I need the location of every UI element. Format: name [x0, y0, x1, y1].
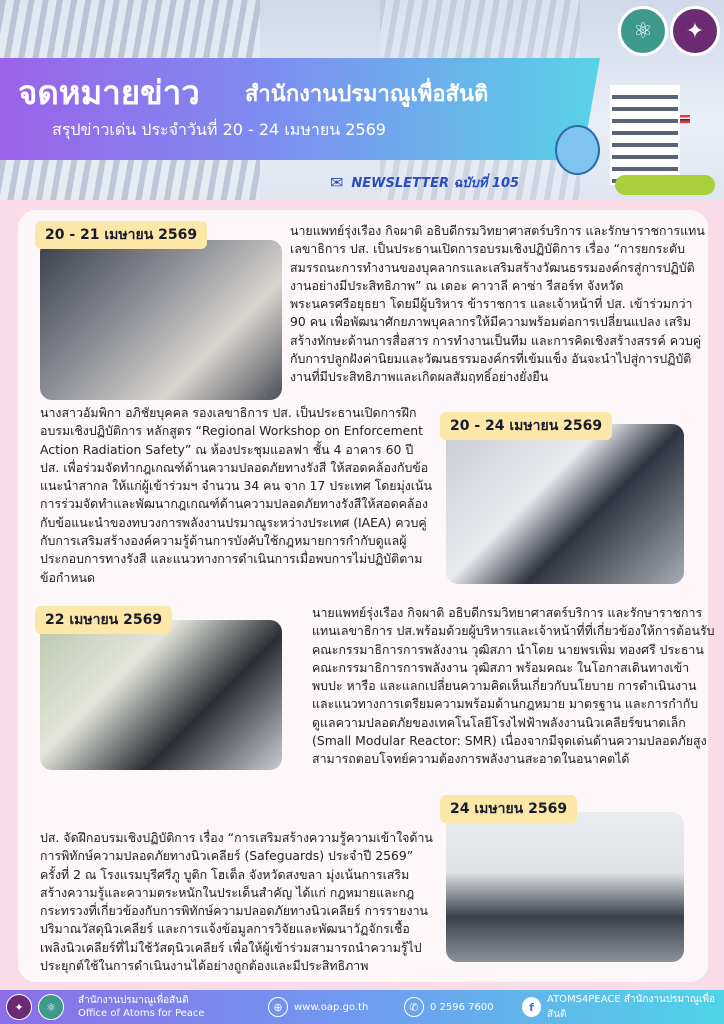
oap-logo-icon: ⚛ [38, 994, 64, 1020]
article-body: นายแพทย์รุ่งเรือง กิจผาติ อธิบดีกรมวิทยาศาสตร์บริการ และรักษาราชการแทนเลขาธิการ ปส. เป็นประธานเปิดการอบรมเชิงปฏิบัติการ เรื่อง “การยกระดับสมรรถนะการทำงานของบุคลากรและเสริมสร้างวัฒนธรรมองค์กรสู่การปฏิบัติงานอย่างมีประสิทธิภาพ” ณ เดอะ คาวาลี คาซ่า รีสอร์ท จังหวัดพระนครศรีอยุธยา โดยมีผู้บริหาร ข้าราชการ และเจ้าหน้าที่ ปส. เข้าร่วมกว่า 90 คน เพื่อพัฒนาศักยภาพบุคลากรให้มีความพร้อมต่อการเปลี่ยนแปลง เสริมสร้างทักษะด้านการสื่อสาร การทำงานเป็นทีม และการคิดเชิงสร้างสรรค์ ควบคู่กับการปลูกฝังค่านิยมและวัฒนธรรมองค์กรที่เข้มแข็ง อันจะนำไปสู่การปฏิบัติงานที่มีประสิทธิภาพและเกิดผลสัมฤทธิ์อย่างยั่งยืน [290, 223, 705, 385]
article-body: นายแพทย์รุ่งเรือง กิจผาติ อธิบดีกรมวิทยาศาสตร์บริการ และรักษาราชการแทนเลขาธิการ ปส.พร้อมด้วยผู้บริหารและเจ้าหน้าที่ที่เกี่ยวข้องให้การต้อนรับคณะกรรมาธิการการพลังงาน วุฒิสภา นำโดย นายพรเพิ่ม ทองศรี ประธานคณะกรรมาธิการการพลังงาน วุฒิสภา พร้อมคณะ ในโอกาสเดินทางเข้าพบปะ หารือ และแลกเปลี่ยนความคิดเห็นเกี่ยวกับนโยบาย การดำเนินงาน และแนวทางการเตรียมความพร้อมด้านกฎหมาย มาตรฐาน และการกำกับดูแลความปลอดภัยของเทคโนโลยีโรงไฟฟ้าพลังงานนิวเคลียร์ขนาดเล็ก (Small Modular Reactor: SMR) เนื่องจากมีจุดเด่นด้านความปลอดภัยสูง สามารถตอบโจทย์ความต้องการพลังงานสะอาดในอนาคตได้ [312, 605, 715, 767]
article-photo [446, 424, 684, 584]
footer [0, 990, 724, 1024]
oap-logo-icon: ⚛ [618, 6, 668, 56]
envelope-icon: ✉ [330, 173, 344, 192]
article-photo [446, 812, 684, 962]
article-photo [40, 240, 282, 400]
footer-org-en: Office of Atoms for Peace [78, 1008, 205, 1019]
facebook-link[interactable]: ATOMS4PEACE สำนักงานปรมาณูเพื่อสันติ [547, 994, 716, 1020]
website-link[interactable]: www.oap.go.th [294, 1001, 369, 1013]
article-date-label: 24 เมษายน 2569 [440, 795, 577, 823]
article-body: นางสาวอัมพิกา อภิชัยบุคคล รองเลขาธิการ ปส. เป็นประธานเปิดการฝึกอบรมเชิงปฏิบัติการ หลักสูตร “Regional Workshop on Enforcement Action Radiation Safety” ณ ห้องประชุมแอลฟา ชั้น 4 อาคาร 60 ปี ปส. เพื่อร่วมจัดทำกฎเกณฑ์ด้านความปลอดภัยทางรังสี ให้สอดคล้องกับข้อแนะนำสากล ให้แก่ผู้เข้าร่วมฯ จำนวน 34 คน จาก 17 ประเทศ โดยมุ่งเน้นการร่วมจัดทำและพัฒนากฎเกณฑ์ด้านความปลอดภัยทางรังสีให้สอดคล้องกับข้อแนะนำของทบวงการพลังงานปรมาณูระหว่างประเทศ (IAEA) ควบคู่กับการเสริมสร้างองค์ความรู้ด้านการบังคับใช้กฎหมายการกำกับดูแลผู้ประกอบการทางรังสี และแนวทางการดำเนินการเมื่อพบการไม่ปฏิบัติตามข้อกำหนด [40, 405, 432, 585]
organization-name: สำนักงานปรมาณูเพื่อสันติ [245, 82, 489, 107]
article-body: ปส. จัดฝึกอบรมเชิงปฏิบัติการ เรื่อง “การเสริมสร้างความรู้ความเข้าใจด้านการพิทักษ์ความปลอดภัยทางนิวเคลียร์ (Safeguards) ประจำปี 2569” ครั้งที่ 2 ณ โรงแรมบุรีศรีภู บูติก โฮเต็ล จังหวัดสงขลา มุ่งเน้นการเสริมสร้างความรู้และความตระหนักในประเด็นสำคัญ ได้แก่ กฎหมายและกฎกระทรวงที่เกี่ยวข้องกับการพิทักษ์ความปลอดภัยทางนิวเคลียร์ การรายงานปริมาณวัสดุนิวเคลียร์ และการแจ้งข้อมูลการวิจัยและพัฒนาวัฏจักรเชื้อเพลิงนิวเคลียร์ที่ไม่ใช้วัสดุนิวเคลียร์ เพื่อให้ผู้เข้าร่วมสามารถนำความรู้ไปประยุกต์ใช้ในการดำเนินงานได้อย่างถูกต้องและมีประสิทธิภาพ [40, 830, 433, 974]
newsletter-subtitle: สรุปข่าวเด่น ประจำวันที่ 20 - 24 เมษายน 2569 [52, 120, 386, 139]
facebook-icon: f [522, 997, 541, 1017]
issue-number [330, 172, 519, 193]
phone-icon: ✆ [404, 997, 424, 1017]
footer-org-th: สำนักงานปรมาณูเพื่อสันติ [78, 995, 189, 1006]
issue-label: NEWSLETTER ฉบับที่ 105 [351, 176, 520, 191]
article-photo [40, 620, 282, 770]
ministry-seal-icon: ✦ [6, 994, 32, 1020]
newsletter-title: จดหมายข่าว [18, 73, 200, 112]
article-date-label: 22 เมษายน 2569 [35, 606, 172, 634]
article-date-label: 20 - 24 เมษายน 2569 [440, 412, 612, 440]
phone-number: 0 2596 7600 [430, 1001, 494, 1013]
header [0, 0, 724, 200]
mascot-building-illustration [555, 85, 715, 195]
article-date-label: 20 - 21 เมษายน 2569 [35, 221, 207, 249]
globe-icon: ⊕ [268, 997, 288, 1017]
ministry-seal-icon: ✦ [670, 6, 720, 56]
